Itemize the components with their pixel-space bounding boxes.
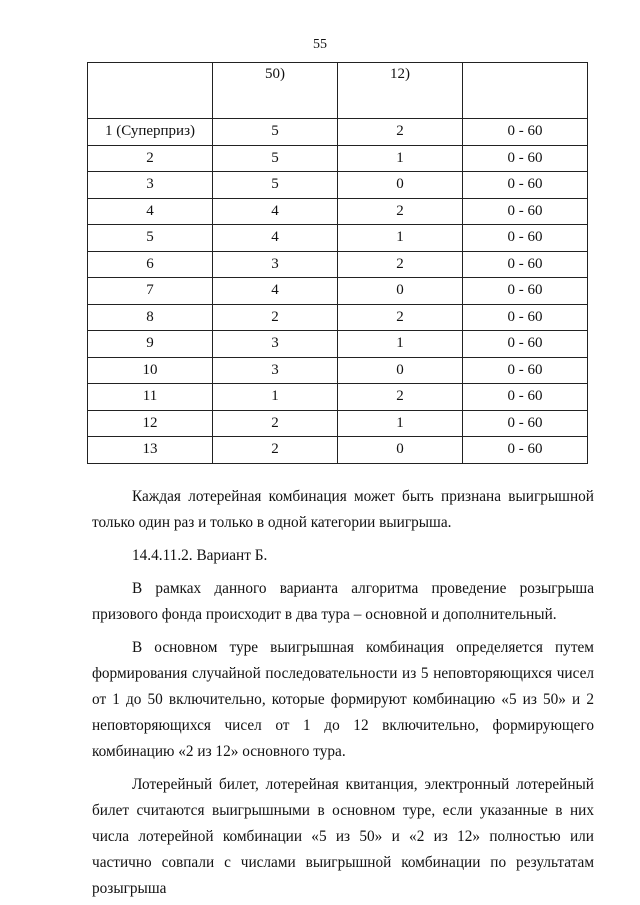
table-cell: 0 - 60 [463,172,588,199]
table-cell: 3 [213,251,338,278]
table-cell: 0 - 60 [463,410,588,437]
table-cell: 4 [88,198,213,225]
table-header-cell [463,63,588,119]
table-cell: 0 - 60 [463,304,588,331]
paragraph-single-category: Каждая лотерейная комбинация может быть признана выигрышной только один раз и только в одной категории выигрыша. [92,488,594,531]
table-header-row [88,63,588,119]
table-cell: 5 [213,119,338,146]
table-cell: 0 - 60 [463,251,588,278]
paragraph-two-rounds: В рамках данного варианта алгоритма проведение розыгрыша призового фонда происходит в два тура – основной и дополнительный. [92,580,594,623]
table-row [88,145,588,172]
table-row [88,437,588,464]
table-cell: 2 [338,198,463,225]
table-header-cell [88,63,213,119]
table-cell: 2 [213,410,338,437]
table-cell: 9 [88,331,213,358]
table-cell: 8 [88,304,213,331]
table-row [88,198,588,225]
table-cell: 3 [213,357,338,384]
table-row [88,278,588,305]
table-cell: 0 [338,357,463,384]
table-cell: 11 [88,384,213,411]
table-cell: 4 [213,278,338,305]
paragraph-winning-ticket: Лотерейный билет, лотерейная квитанция, электронный лотерейный билет считаются выигрышными в основном туре, если указанные в них числа лотерейной комбинации «5 из 50» и «2 из 12» полностью или частично совпали с числами выигрышной комбинации по результатам розыгрыша [92,776,594,897]
table-row [88,410,588,437]
table-cell: 0 [338,172,463,199]
table-cell: 1 [338,145,463,172]
table-cell: 1 (Суперприз) [88,119,213,146]
table-cell: 0 - 60 [463,331,588,358]
table-cell: 1 [338,225,463,252]
table-cell: 0 [338,278,463,305]
table-cell: 7 [88,278,213,305]
table-row [88,384,588,411]
table-cell: 1 [338,331,463,358]
table-cell: 0 - 60 [463,119,588,146]
table-cell: 5 [213,145,338,172]
table-cell: 2 [213,437,338,464]
table-cell: 2 [338,304,463,331]
body-text [92,484,594,902]
table-cell: 0 - 60 [463,145,588,172]
table-row [88,225,588,252]
table-cell: 0 - 60 [463,225,588,252]
table-row [88,119,588,146]
table-cell: 10 [88,357,213,384]
table-cell: 13 [88,437,213,464]
table-row [88,331,588,358]
page-number: 55 [313,37,327,52]
table-cell: 2 [213,304,338,331]
table-cell: 0 - 60 [463,437,588,464]
table-cell: 6 [88,251,213,278]
table-cell: 4 [213,198,338,225]
table-cell: 5 [213,172,338,199]
table-cell: 1 [213,384,338,411]
table-cell: 0 - 60 [463,384,588,411]
prize-category-table [87,62,588,464]
table-cell: 3 [213,331,338,358]
table-row [88,357,588,384]
table-cell: 2 [88,145,213,172]
table-cell: 1 [338,410,463,437]
table-header-cell: 12) [338,63,463,119]
table-cell: 5 [88,225,213,252]
table-cell: 2 [338,384,463,411]
table-row [88,172,588,199]
table-row [88,304,588,331]
table-row [88,251,588,278]
table-cell: 0 - 60 [463,357,588,384]
table-cell: 0 [338,437,463,464]
table-cell: 4 [213,225,338,252]
section-heading-variant-b: 14.4.11.2. Вариант Б. [132,547,268,564]
paragraph-main-round-combination: В основном туре выигрышная комбинация определяется путем формирования случайной последовательности из 5 неповторяющихся чисел от 1 до 50 включительно, которые формируют комбинацию «5 из 50» и 2 неповторяющихся чисел от 1 до 12 включительно, формирующего комбинацию «2 из 12» основного тура. [92,639,594,760]
table-cell: 0 - 60 [463,198,588,225]
table-cell: 2 [338,119,463,146]
table-cell: 3 [88,172,213,199]
table-cell: 12 [88,410,213,437]
table-cell: 0 - 60 [463,278,588,305]
table-header-cell: 50) [213,63,338,119]
table-cell: 2 [338,251,463,278]
